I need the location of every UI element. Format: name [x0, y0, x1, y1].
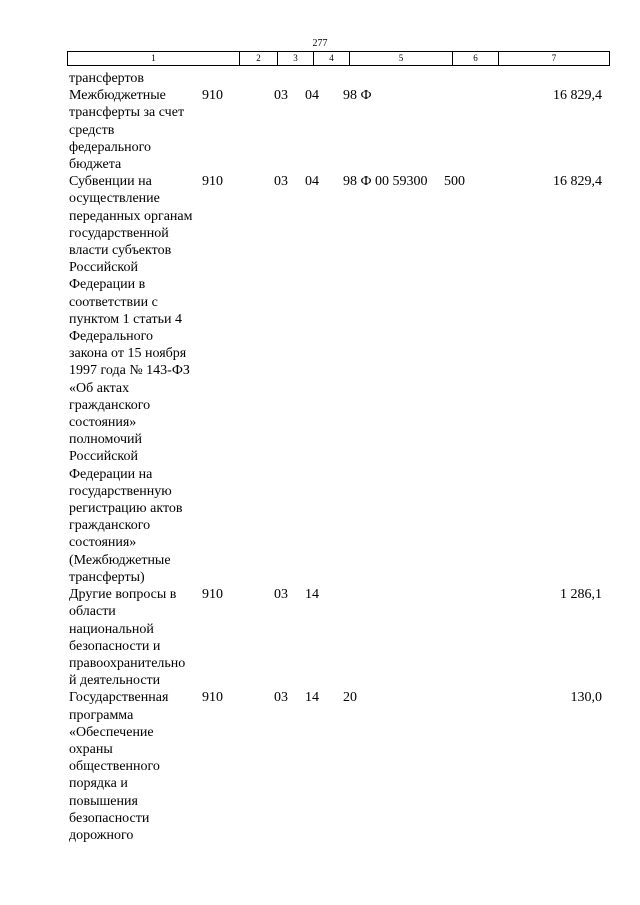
column-header-4: 4	[314, 52, 350, 66]
column-header-row	[68, 52, 610, 66]
table-row	[0, 689, 640, 844]
row-section-code: 03	[274, 690, 288, 706]
row-target-code: 98 Ф	[343, 88, 372, 104]
table-row	[0, 70, 640, 87]
column-header-3: 3	[278, 52, 314, 66]
row-name: Другие вопросы в области национальной безопасности и правоохранительно й деятельности	[69, 587, 186, 689]
row-sum: 130,0	[570, 690, 602, 706]
row-ministry-code: 910	[202, 174, 223, 190]
row-name: Субвенции на осуществление переданных органам государственной власти субъектов Российской Федерации в соответствии с пунктом 1 статьи 4 Федерального закона от 15 ноября 1997 года № 143-ФЗ «Об актах гражданского состояния» полномочий Российской Федерации на государственную регистрацию актов гражданского состояния» (Межбюджетные трансферты)	[69, 174, 193, 585]
row-name: Межбюджетные трансферты за счет средств федерального бюджета	[69, 88, 185, 173]
row-subsection-code: 14	[305, 690, 319, 706]
column-header-7: 7	[499, 52, 610, 66]
column-header-1: 1	[68, 52, 240, 66]
row-subsection-code: 04	[305, 88, 319, 104]
row-section-code: 03	[274, 88, 288, 104]
page-number: 277	[312, 38, 328, 49]
table-row	[0, 586, 640, 689]
row-name: трансфертов	[69, 71, 145, 86]
column-header-5: 5	[350, 52, 453, 66]
row-subsection-code: 14	[305, 587, 319, 603]
table-row	[0, 87, 640, 173]
row-sum: 16 829,4	[553, 174, 602, 190]
row-sum: 1 286,1	[560, 587, 602, 603]
row-ministry-code: 910	[202, 587, 223, 603]
row-section-code: 03	[274, 587, 288, 603]
table-row	[0, 173, 640, 586]
row-ministry-code: 910	[202, 690, 223, 706]
row-subsection-code: 04	[305, 174, 319, 190]
row-target-code: 98 Ф 00 59300	[343, 174, 428, 190]
row-section-code: 03	[274, 174, 288, 190]
row-target-code: 20	[343, 690, 357, 706]
row-name: Государственная программа «Обеспечение охраны общественного порядка и повышения безопасности дорожного	[69, 690, 169, 843]
row-expense-type: 500	[444, 174, 465, 190]
column-header-6: 6	[453, 52, 499, 66]
row-ministry-code: 910	[202, 88, 223, 104]
column-header-2: 2	[240, 52, 278, 66]
column-header-table	[67, 51, 610, 66]
table-body	[0, 70, 640, 844]
row-sum: 16 829,4	[553, 88, 602, 104]
